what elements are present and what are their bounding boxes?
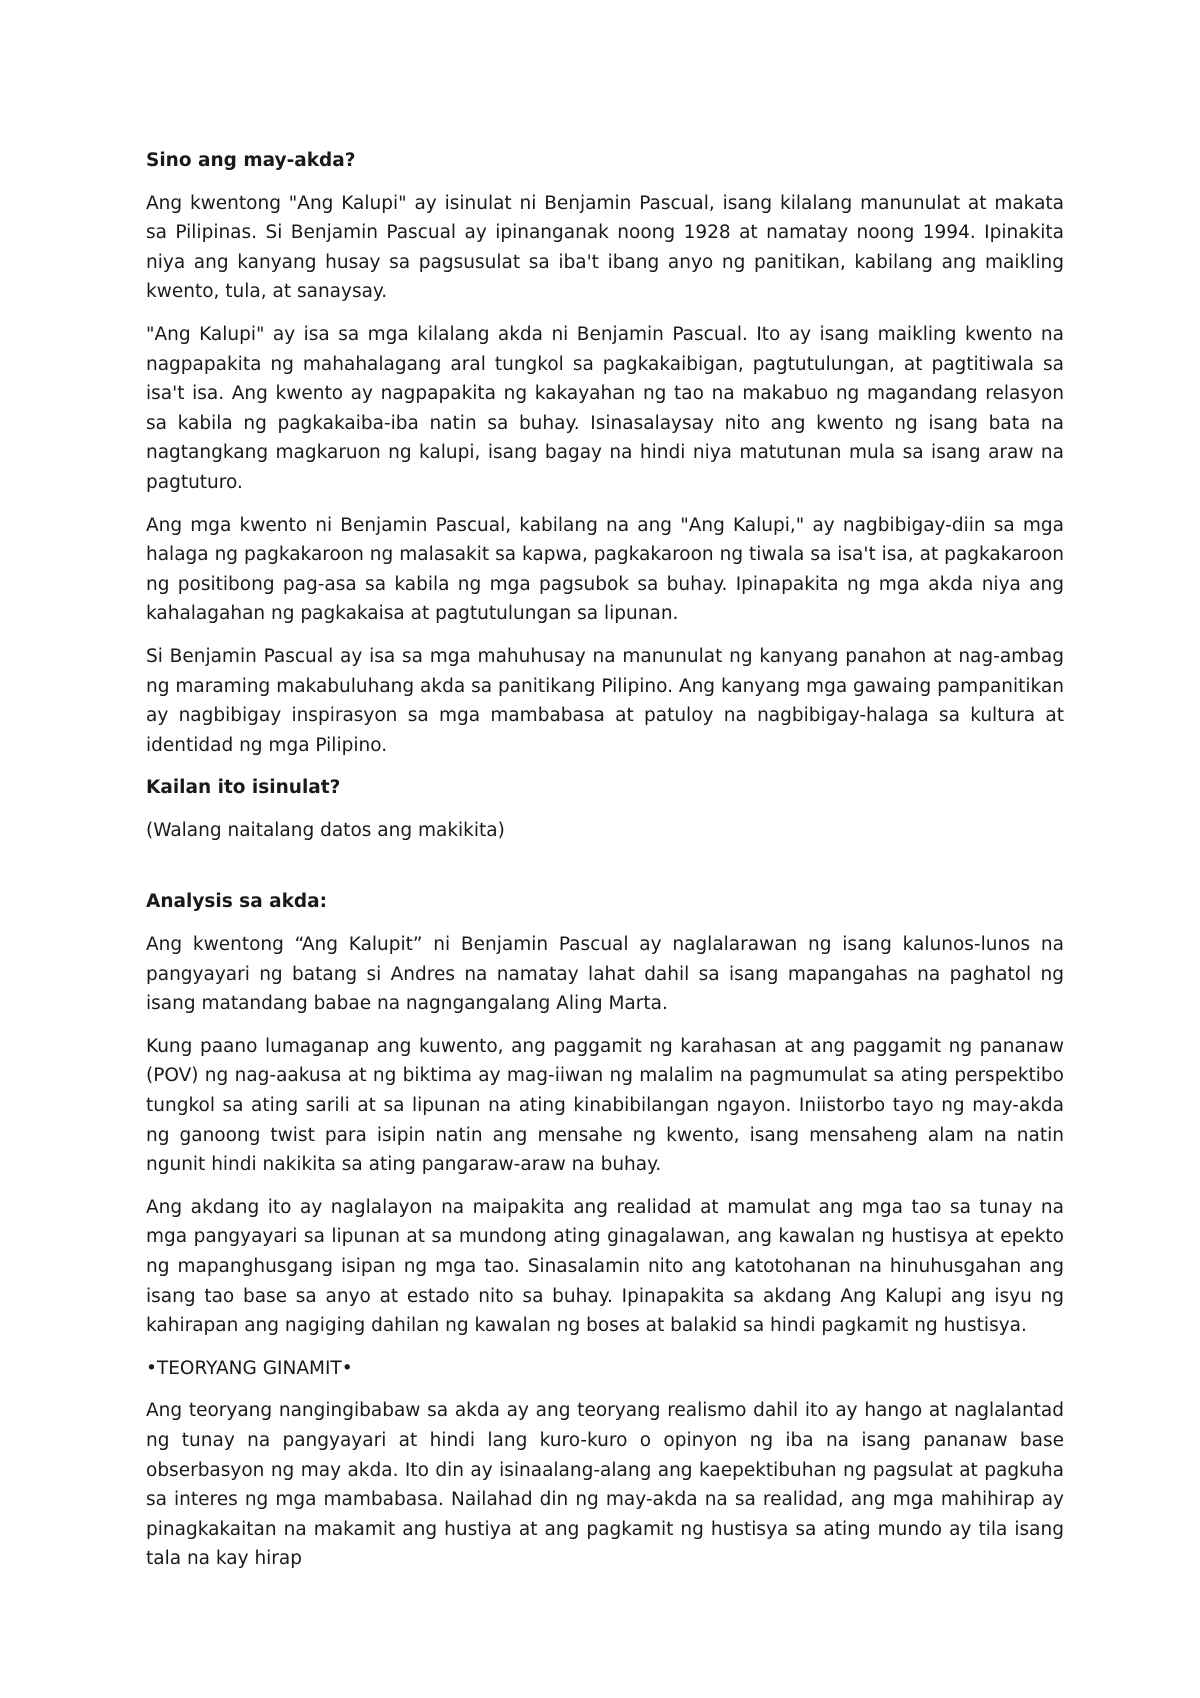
blank-line <box>146 858 1064 887</box>
heading-author: Sino ang may-akda? <box>146 150 356 171</box>
paragraph-kalupi-summary: "Ang Kalupi" ay isa sa mga kilalang akda ni Benjamin Pascual. Ito ay isang maikling kwento na nagpapakita ng mahahalagang aral tungkol sa pagkakaibigan, pagtutulungan, at pagtitiwala sa isa't isa. Ang kwento ay nagpapakita ng kakayahan ng tao na makabuo ng magandang relasyon sa kabila ng pagkakaiba-iba natin sa buhay. Isinasalaysay nito ang kwento ng isang bata na nagtangkang magkaruon ng kalupi, isang bagay na hindi niya matutunan mula sa isang araw na pagtuturo. <box>146 323 1064 493</box>
paragraph-theory: Ang teoryang nangingibabaw sa akda ay ang teoryang realismo dahil ito ay hango at naglalantad ng tunay na pangyayari at hindi lang kuro-kuro o opinyon ng iba na isang pananaw base obserbasyon ng may akda. Ito din ay isinaalang-alang ang kaepektibuhan ng pagsulat at pagkuha sa interes ng mga mambabasa. Nailahad din ng may-akda na sa realidad, ang mga mahihirap ay pinagkakaitan na makamit ang hustiya at ang pagkamit ng hustisya sa ating mundo ay tila isang tala na kay hirap <box>146 1400 1064 1570</box>
paragraph-no-data: (Walang naitalang datos ang makikita) <box>146 819 505 841</box>
paragraph-analysis-intro: Ang kwentong “Ang Kalupit” ni Benjamin Pascual ay naglalarawan ng isang kalunos-lunos na pangyayari ng batang si Andres na namatay lahat dahil sa isang mapangahas na paghatol ng isang matandang babae na nagngangalang Aling Marta. <box>146 934 1064 1015</box>
heading-theory: •TEORYANG GINAMIT• <box>146 1357 353 1379</box>
paragraph-analysis-reality: Ang akdang ito ay naglalayon na maipakita ang realidad at mamulat ang mga tao sa tunay na mga pangyayari sa lipunan at sa mundong ating ginagalawan, ang kawalan ng hustisya at epekto ng mapanghusgang isipan ng mga tao. Sinasalamin nito ang katotohanan na hinuhusgahan ang isang tao base sa anyo at estado nito sa buhay. Ipinapakita sa akdang Ang Kalupi ang isyu ng kahirapan ang nagiging dahilan ng kawalan ng boses at balakid sa hindi pagkamit ng hustisya. <box>146 1196 1064 1337</box>
paragraph-values: Ang mga kwento ni Benjamin Pascual, kabilang na ang "Ang Kalupi," ay nagbibigay-diin sa mga halaga ng pagkakaroon ng malasakit sa kapwa, pagkakaroon ng tiwala sa isa't isa, at pagkakaroon ng positibong pag-asa sa kabila ng mga pagsubok sa buhay. Ipinapakita ng mga akda niya ang kahalagahan ng pagkakaisa at pagtutulungan sa lipunan. <box>146 514 1064 625</box>
paragraph-contribution: Si Benjamin Pascual ay isa sa mga mahuhusay na manunulat ng kanyang panahon at nag-ambag ng maraming makabuluhang akda sa panitikang Pilipino. Ang kanyang mga gawaing pampanitikan ay nagbibigay inspirasyon sa mga mambabasa at patuloy na nagbibigay-halaga sa kultura at identidad ng mga Pilipino. <box>146 645 1064 756</box>
heading-when-written: Kailan ito isinulat? <box>146 777 341 799</box>
paragraph-analysis-pov: Kung paano lumaganap ang kuwento, ang paggamit ng karahasan at ang paggamit ng pananaw (POV) ng nag-aakusa at ng biktima ay mag-iiwan ng malalim na pagmumulat sa ating perspektibo tungkol sa ating sarili at sa lipunan na ating kinabibilangan ngayon. Iniistorbo tayo ng may-akda ng ganoong twist para isipin natin ang mensahe ng kwento, isang mensaheng alam na natin ngunit hindi nakikita sa ating pangaraw-araw na buhay. <box>146 1035 1064 1176</box>
heading-analysis: Analysis sa akda: <box>146 891 328 913</box>
paragraph-author-intro: Ang kwentong "Ang Kalupi" ay isinulat ni Benjamin Pascual, isang kilalang manunulat at makata sa Pilipinas. Si Benjamin Pascual ay ipinanganak noong 1928 at namatay noong 1994. Ipinakita niya ang kanyang husay sa pagsusulat sa iba't ibang anyo ng panitikan, kabilang ang maikling kwento, tula, at sanaysay. <box>146 192 1064 303</box>
document-body <box>146 146 1064 1587</box>
